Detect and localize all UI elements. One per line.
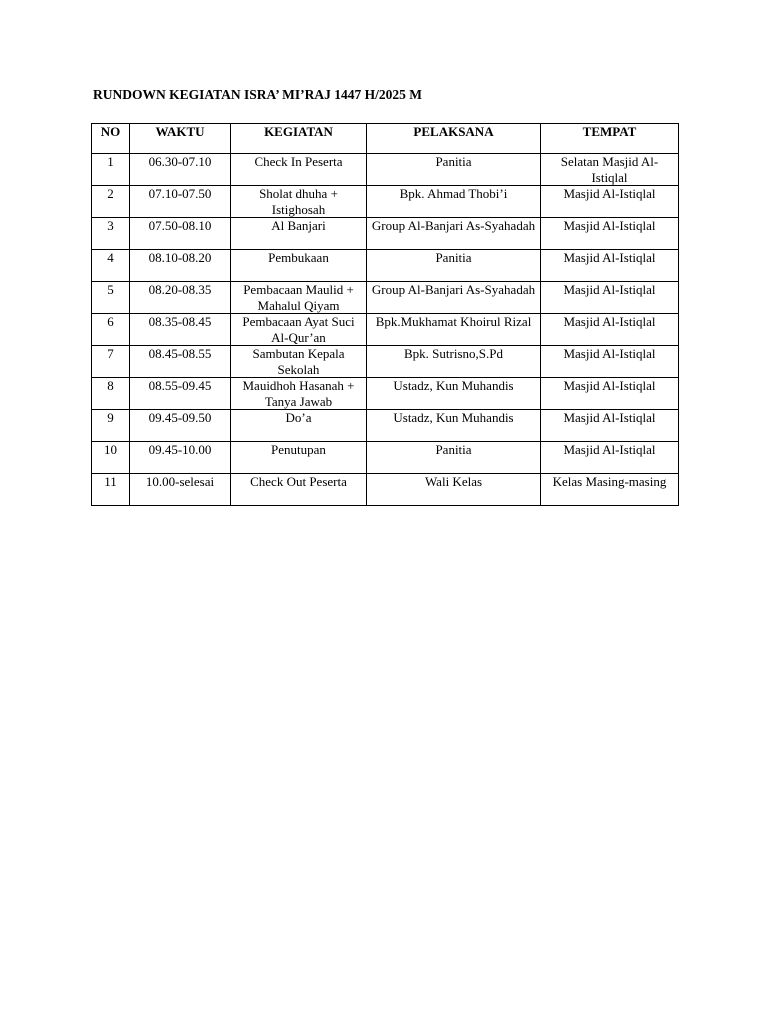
cell-waktu: 07.10-07.50 [130,186,231,218]
cell-tempat: Masjid Al-Istiqlal [541,282,679,314]
table-row [92,314,679,346]
cell-waktu: 09.45-10.00 [130,442,231,474]
cell-waktu: 08.10-08.20 [130,250,231,282]
header-no: NO [92,124,130,154]
cell-kegiatan: Sholat dhuha + Istighosah [231,186,367,218]
cell-tempat: Masjid Al-Istiqlal [541,378,679,410]
cell-pelaksana: Ustadz, Kun Muhandis [367,378,541,410]
cell-no: 1 [92,154,130,186]
cell-tempat: Masjid Al-Istiqlal [541,218,679,250]
cell-waktu: 07.50-08.10 [130,218,231,250]
cell-waktu: 08.55-09.45 [130,378,231,410]
cell-kegiatan: Pembacaan Ayat Suci Al-Qur’an [231,314,367,346]
cell-no: 10 [92,442,130,474]
cell-no: 5 [92,282,130,314]
cell-no: 4 [92,250,130,282]
cell-pelaksana: Group Al-Banjari As-Syahadah [367,282,541,314]
cell-no: 6 [92,314,130,346]
cell-tempat: Masjid Al-Istiqlal [541,346,679,378]
cell-tempat: Masjid Al-Istiqlal [541,250,679,282]
cell-no: 8 [92,378,130,410]
rundown-table [91,123,679,506]
cell-kegiatan: Pembukaan [231,250,367,282]
table-row [92,282,679,314]
cell-waktu: 09.45-09.50 [130,410,231,442]
cell-waktu: 10.00-selesai [130,474,231,506]
cell-waktu: 08.20-08.35 [130,282,231,314]
cell-no: 7 [92,346,130,378]
header-waktu: WAKTU [130,124,231,154]
cell-waktu: 08.45-08.55 [130,346,231,378]
cell-no: 3 [92,218,130,250]
cell-tempat: Kelas Masing-masing [541,474,679,506]
cell-tempat: Masjid Al-Istiqlal [541,314,679,346]
cell-pelaksana: Panitia [367,442,541,474]
document-title: RUNDOWN KEGIATAN ISRA’ MI’RAJ 1447 H/2025 M [93,87,422,102]
table-row [92,410,679,442]
table-row [92,474,679,506]
cell-tempat: Masjid Al-Istiqlal [541,186,679,218]
header-kegiatan: KEGIATAN [231,124,367,154]
table-header-row [92,124,679,154]
cell-no: 11 [92,474,130,506]
header-pelaksana: PELAKSANA [367,124,541,154]
table-row [92,186,679,218]
table-row [92,346,679,378]
cell-kegiatan: Check In Peserta [231,154,367,186]
cell-tempat: Masjid Al-Istiqlal [541,442,679,474]
cell-kegiatan: Penutupan [231,442,367,474]
table-row [92,218,679,250]
cell-waktu: 06.30-07.10 [130,154,231,186]
table-row [92,250,679,282]
header-tempat: TEMPAT [541,124,679,154]
cell-kegiatan: Sambutan Kepala Sekolah [231,346,367,378]
cell-kegiatan: Al Banjari [231,218,367,250]
cell-no: 9 [92,410,130,442]
cell-waktu: 08.35-08.45 [130,314,231,346]
cell-pelaksana: Bpk. Ahmad Thobi’i [367,186,541,218]
cell-kegiatan: Pembacaan Maulid + Mahalul Qiyam [231,282,367,314]
cell-pelaksana: Ustadz, Kun Muhandis [367,410,541,442]
table-row [92,378,679,410]
cell-tempat: Masjid Al-Istiqlal [541,410,679,442]
cell-kegiatan: Check Out Peserta [231,474,367,506]
cell-tempat: Selatan Masjid Al-Istiqlal [541,154,679,186]
cell-no: 2 [92,186,130,218]
cell-kegiatan: Do’a [231,410,367,442]
cell-pelaksana: Bpk. Sutrisno,S.Pd [367,346,541,378]
cell-kegiatan: Mauidhoh Hasanah + Tanya Jawab [231,378,367,410]
table-row [92,442,679,474]
cell-pelaksana: Wali Kelas [367,474,541,506]
cell-pelaksana: Group Al-Banjari As-Syahadah [367,218,541,250]
cell-pelaksana: Panitia [367,250,541,282]
table-row [92,154,679,186]
cell-pelaksana: Bpk.Mukhamat Khoirul Rizal [367,314,541,346]
cell-pelaksana: Panitia [367,154,541,186]
